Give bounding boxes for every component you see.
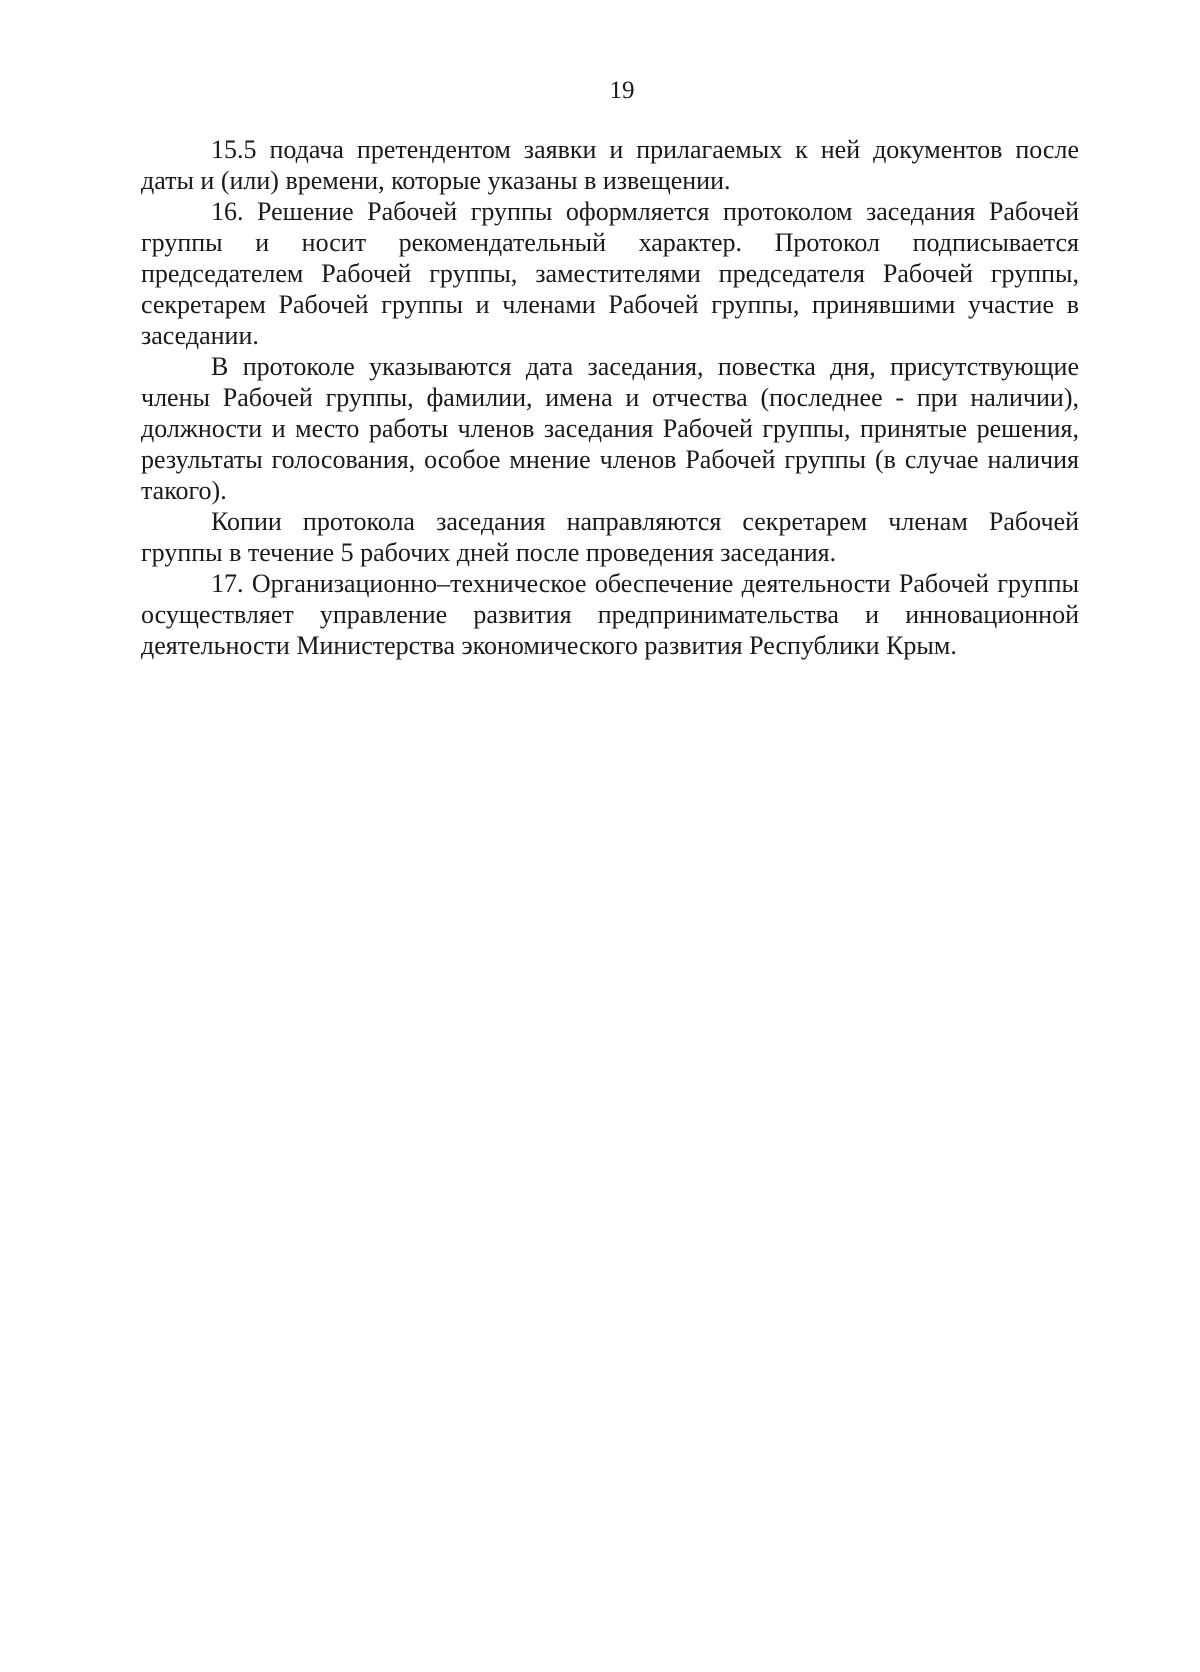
paragraph-17: 17. Организационно–техническое обеспечение деятельности Рабочей группы осуществляет управление развития предпринимательства и инновационной деятельности Министерства экономического развития Республики Крым. xyxy=(141,569,1079,660)
paragraph-15-5: 15.5 подача претендентом заявки и прилагаемых к ней документов после даты и (или) времени, которые указаны в извещении. xyxy=(141,135,1079,195)
paragraph-16: 16. Решение Рабочей группы оформляется протоколом заседания Рабочей группы и носит рекомендательный характер. Протокол подписывается председателем Рабочей группы, заместителями председателя Рабочей группы, секретарем Рабочей группы и членами Рабочей группы, принявшими участие в заседании. xyxy=(141,197,1079,350)
paragraph-protocol-copies: Копии протокола заседания направляются секретарем членам Рабочей группы в течение 5 рабочих дней после проведения заседания. xyxy=(141,507,1079,567)
document-body xyxy=(141,134,1079,661)
paragraph-protocol-contents: В протоколе указываются дата заседания, повестка дня, присутствующие члены Рабочей группы, фамилии, имена и отчества (последнее - при наличии), должности и место работы членов заседания Рабочей группы, принятые решения, результаты голосования, особое мнение членов Рабочей группы (в случае наличия такого). xyxy=(141,352,1079,505)
page-number: 19 xyxy=(609,77,635,104)
